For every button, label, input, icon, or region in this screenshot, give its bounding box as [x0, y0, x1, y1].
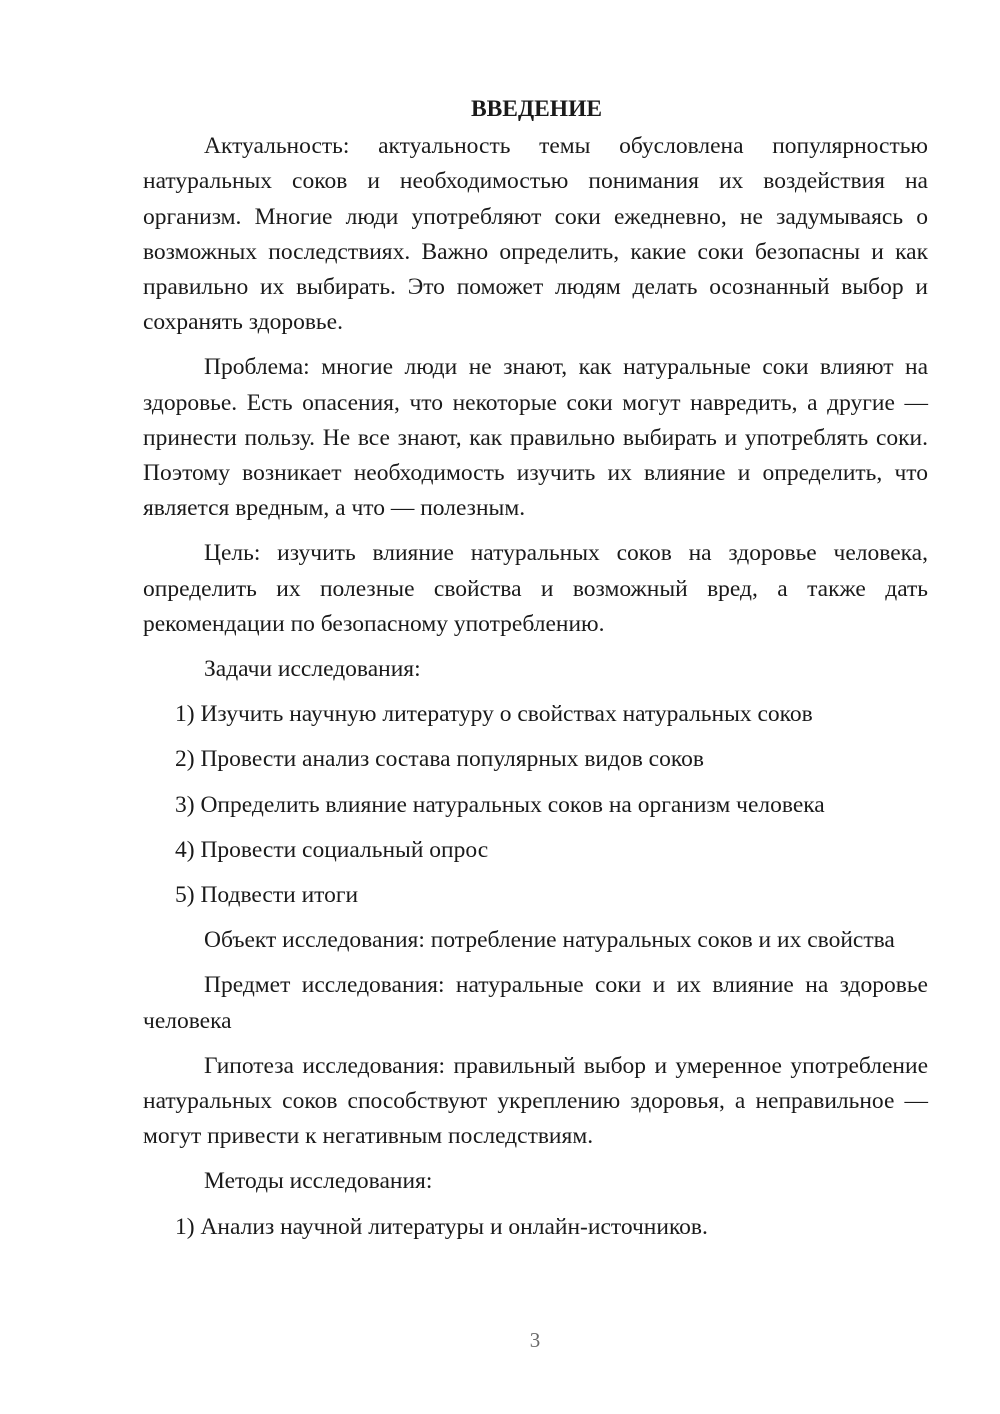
list-item: 3) Определить влияние натуральных соков на организм человека — [175, 791, 825, 818]
list-item: 4) Провести социальный опрос — [175, 836, 489, 863]
paragraph-goal: Цель: изучить влияние натуральных соков на здоровье человека, определить их полезные свойства и возможный вред, а также дать рекомендации по безопасному употреблению. — [143, 540, 928, 637]
methods-title: Методы исследования: — [204, 1168, 433, 1195]
paragraph-relevance: Актуальность: актуальность темы обусловлена популярностью натуральных соков и необходимостью понимания их воздействия на организм. Многие люди употребляют соки ежедневно, не задумываясь о возможных последствиях. Важно определить, какие соки безопасны и как правильно их выбирать. Это поможет людям делать осознанный выбор и сохранять здоровье. — [143, 133, 928, 336]
list-item: 5) Подвести итоги — [175, 882, 359, 909]
paragraph-problem: Проблема: многие люди не знают, как натуральные соки влияют на здоровье. Есть опасения, что некоторые соки могут навредить, а другие — принести пользу. Не все знают, как правильно выбирать и употреблять соки. Поэтому возникает необходимость изучить их влияние и определить, что является вредным, а что — полезным. — [143, 354, 928, 522]
section-heading: ВВЕДЕНИЕ — [470, 96, 603, 122]
list-item: 2) Провести анализ состава популярных видов соков — [175, 746, 704, 773]
list-item: 1) Анализ научной литературы и онлайн-источников. — [175, 1213, 708, 1240]
tasks-title: Задачи исследования: — [204, 656, 421, 683]
tasks-list — [143, 697, 928, 913]
page-content — [143, 92, 928, 1255]
paragraph-subject: Предмет исследования: натуральные соки и их влияние на здоровье человека — [143, 972, 928, 1034]
paragraph-hypothesis: Гипотеза исследования: правильный выбор и умеренное употребление натуральных соков способствуют укреплению здоровья, а неправильное — могут привести к негативным последствиям. — [143, 1052, 928, 1150]
list-item: 1) Изучить научную литературу о свойствах натуральных соков — [175, 701, 813, 728]
page-number: 3 — [529, 1328, 541, 1352]
methods-list — [143, 1210, 928, 1245]
paragraph-object: Объект исследования: потребление натуральных соков и их свойства — [204, 927, 895, 954]
